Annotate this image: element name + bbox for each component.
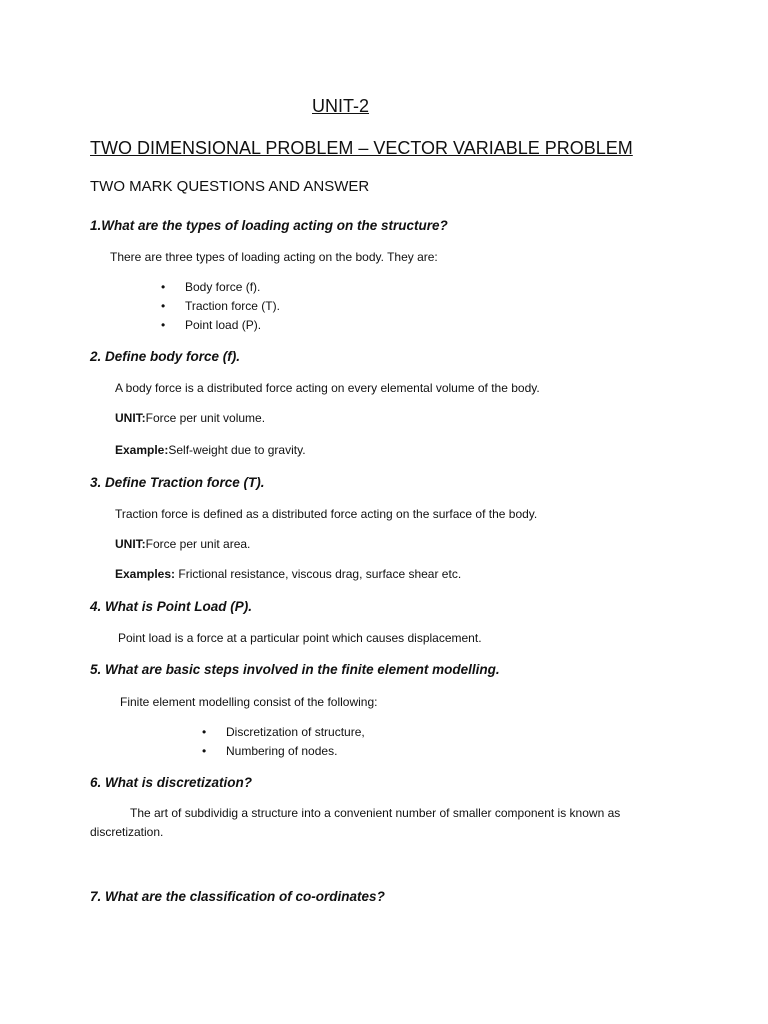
answer-1: There are three types of loading acting on the body. They are: — [110, 250, 438, 264]
answer-4: Point load is a force at a particular point which causes displacement. — [118, 631, 482, 645]
answer-6-line-2: discretization. — [90, 825, 164, 839]
bullet-icon: • — [161, 280, 166, 294]
modelling-steps-list — [202, 723, 365, 761]
list-item: • Body force (f). — [185, 278, 280, 297]
answer-2: A body force is a distributed force acting on every elemental volume of the body. — [115, 381, 540, 395]
bullet-icon: • — [161, 318, 166, 332]
answer-6-line-1: The art of subdividig a structure into a convenient number of smaller component is known as — [130, 806, 621, 820]
unit-value: Force per unit volume. — [145, 411, 266, 425]
example-label: Examples: — [115, 567, 176, 581]
body-force-example — [115, 443, 306, 457]
question-1: 1.What are the types of loading acting on the structure? — [90, 218, 448, 233]
answer-3: Traction force is defined as a distributed force acting on the surface of the body. — [115, 507, 538, 521]
question-7: 7. What are the classification of co-ordinates? — [90, 889, 385, 904]
bullet-icon: • — [202, 744, 207, 758]
question-3: 3. Define Traction force (T). — [90, 475, 265, 490]
list-item: • Numbering of nodes. — [226, 742, 365, 761]
question-6: 6. What is discretization? — [90, 775, 253, 790]
answer-5: Finite element modelling consist of the following: — [120, 695, 378, 709]
example-value: Self-weight due to gravity. — [168, 443, 306, 457]
list-item: • Traction force (T). — [185, 297, 280, 316]
traction-force-examples — [115, 567, 461, 581]
unit-heading: UNIT-2 — [312, 96, 370, 116]
traction-force-unit — [115, 537, 250, 551]
body-force-unit — [115, 411, 265, 425]
list-item: • Discretization of structure, — [226, 723, 365, 742]
unit-value: Force per unit area. — [145, 537, 251, 551]
question-5: 5. What are basic steps involved in the finite element modelling. — [90, 662, 500, 677]
bullet-icon: • — [202, 725, 207, 739]
unit-label: UNIT: — [115, 411, 146, 425]
document-title: TWO DIMENSIONAL PROBLEM – VECTOR VARIABLE PROBLEM — [90, 138, 633, 158]
unit-label: UNIT: — [115, 537, 146, 551]
bullet-icon: • — [161, 299, 166, 313]
section-subtitle: TWO MARK QUESTIONS AND ANSWER — [90, 178, 370, 195]
example-label: Example: — [115, 443, 169, 457]
list-item: • Point load (P). — [185, 316, 280, 335]
example-value: Frictional resistance, viscous drag, surface shear etc. — [175, 567, 462, 581]
question-2: 2. Define body force (f). — [90, 349, 241, 364]
question-4: 4. What is Point Load (P). — [90, 599, 252, 614]
loading-types-list — [161, 278, 280, 335]
